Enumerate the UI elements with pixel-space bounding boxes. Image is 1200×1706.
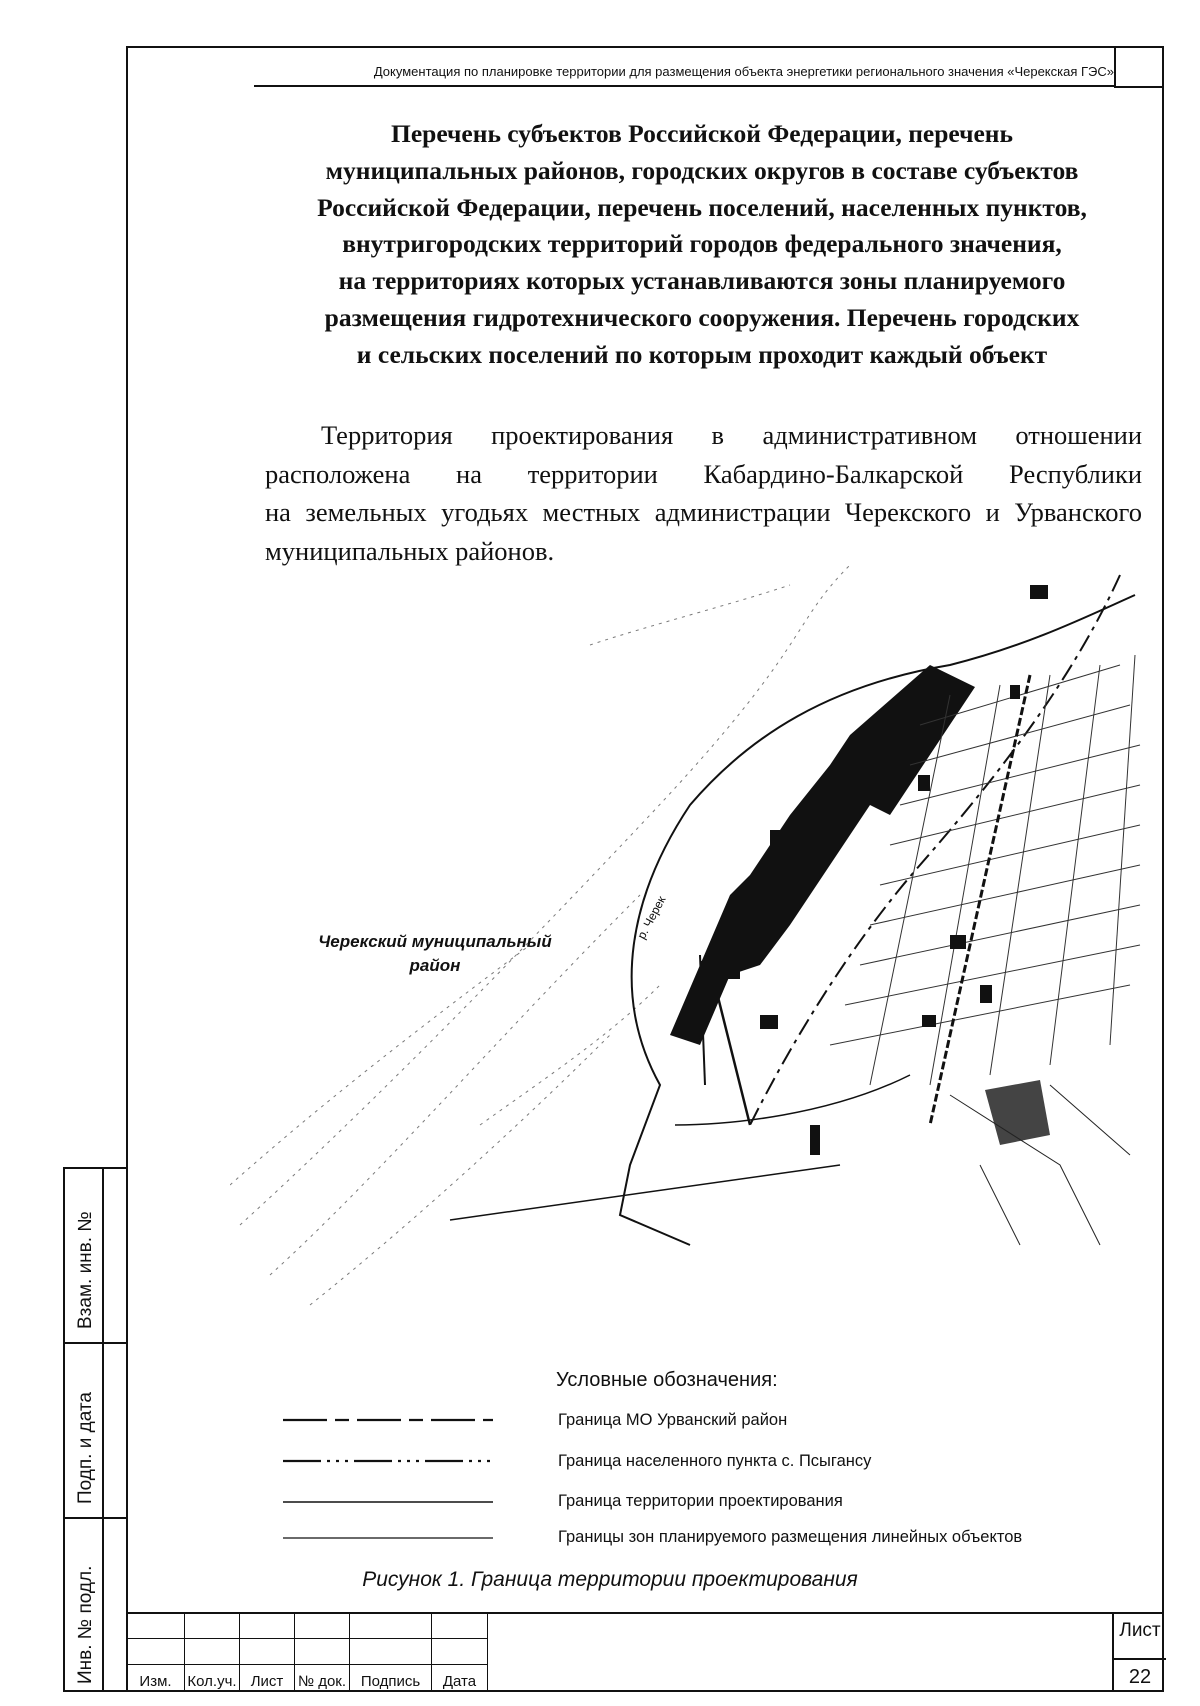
- body-paragraph: [265, 416, 1142, 570]
- side-label: Подп. и дата: [75, 1392, 96, 1504]
- paragraph-line: Территория проектирования в административном отношении: [321, 420, 1142, 450]
- side-label: Взам. инв. №: [75, 1211, 96, 1329]
- column-header: Подпись: [350, 1665, 432, 1691]
- title-line: и сельских поселений по которым проходит каждый объект: [356, 339, 1048, 369]
- paragraph-line: муниципальных районов.: [265, 535, 555, 566]
- column-header: Лист: [240, 1665, 295, 1691]
- legend-symbol-urvan-boundary: [283, 1415, 493, 1425]
- river-label: р. Черек: [634, 893, 669, 942]
- title-line: Российской Федерации, перечень поселений, населенных пунктов,: [317, 192, 1087, 222]
- sheet-number-box: [1112, 1612, 1166, 1692]
- legend-symbol-linear-objects-zone: [283, 1533, 493, 1543]
- title-line: Перечень субъектов Российской Федерации, перечень: [391, 119, 1013, 148]
- side-stamp: [63, 1167, 126, 1692]
- title-line: размещения гидротехнического сооружения. Перечень городских: [324, 302, 1080, 332]
- title-line: на территориях которых устанавливаются зоны планируемого: [338, 266, 1066, 296]
- district-map-label: [290, 930, 580, 978]
- table-row: [127, 1665, 488, 1691]
- design-territory-boundary: [620, 595, 1135, 1245]
- paragraph-line: на земельных угодьях местных администрации Черекского и Урванского: [265, 497, 1142, 527]
- column-header: № док.: [295, 1665, 350, 1691]
- legend-symbol-design-territory: [283, 1497, 493, 1507]
- legend-item: Граница населенного пункта с. Псыгансу: [558, 1452, 872, 1470]
- figure-caption: Рисунок 1. Граница территории проектирования: [362, 1568, 858, 1591]
- paragraph-line: расположена на территории Кабардино-Балкарской Республики: [265, 458, 1142, 489]
- legend-title: Условные обозначения:: [556, 1369, 778, 1391]
- header-corner-box: [1114, 46, 1164, 88]
- side-label: Инв. № подл.: [75, 1565, 96, 1684]
- column-header: Дата: [432, 1665, 488, 1691]
- title-line: внутригородских территорий городов федерального значения,: [342, 229, 1062, 259]
- column-header: Кол.уч.: [185, 1665, 240, 1691]
- column-header: Изм.: [127, 1665, 185, 1691]
- table-row: [127, 1639, 488, 1665]
- sheet-number: 22: [1114, 1658, 1166, 1706]
- title-block-revision-table: [126, 1612, 488, 1691]
- table-row: [127, 1613, 488, 1639]
- legend-item: Границы зон планируемого размещения линейных объектов: [558, 1528, 1023, 1546]
- title-line: муниципальных районов, городских округов в составе субъектов: [325, 155, 1079, 185]
- legend-symbol-settlement-boundary: [283, 1456, 493, 1466]
- hatched-plot: [985, 1080, 1050, 1145]
- document-header: Документация по планировке территории для размещения объекта энергетики регионального значения «Черекская ГЭС»: [254, 64, 1114, 87]
- sheet-label: Лист: [1119, 1620, 1161, 1641]
- legend-item: Граница МО Урванский район: [558, 1411, 788, 1429]
- district-label-line: район: [409, 956, 461, 975]
- district-label-line: Черекский муниципальный: [318, 932, 552, 951]
- legend-item: Граница территории проектирования: [558, 1492, 843, 1510]
- section-title: [262, 116, 1142, 374]
